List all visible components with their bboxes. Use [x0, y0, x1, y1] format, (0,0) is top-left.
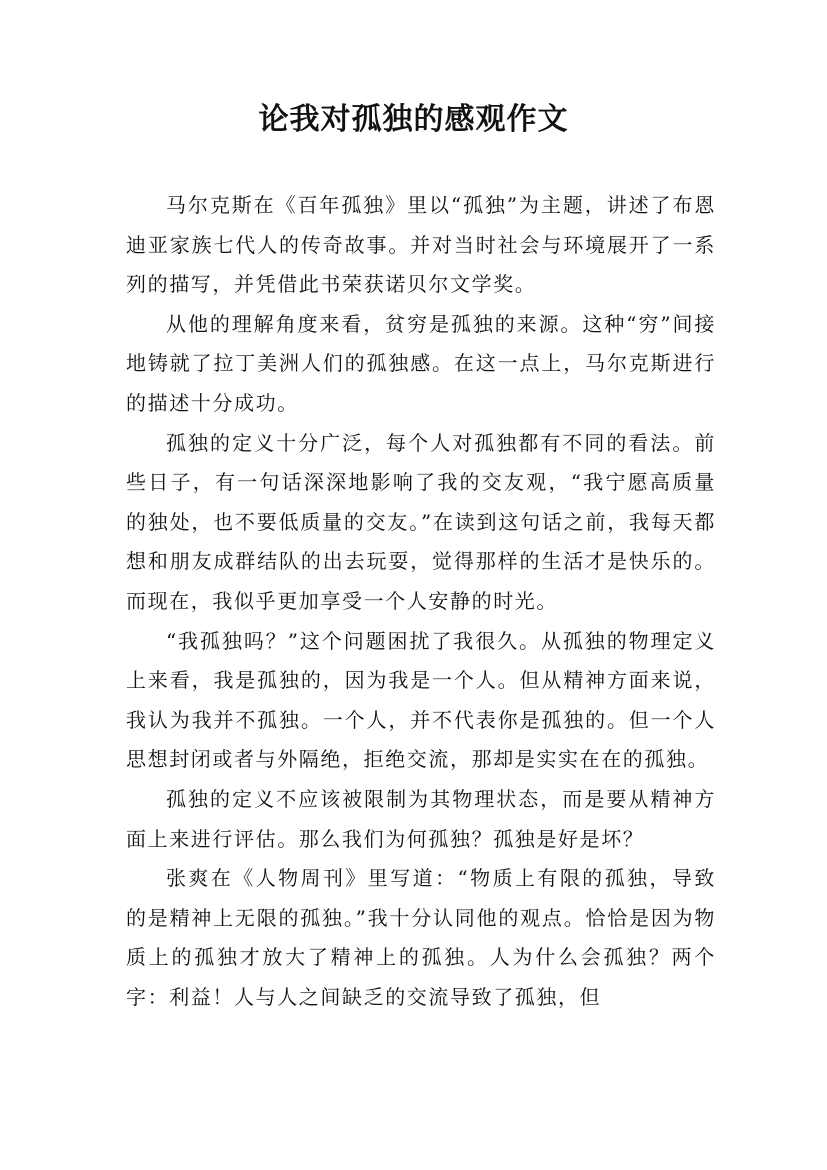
document-body	[126, 186, 716, 1017]
paragraph-6: 张爽在《人物周刊》里写道：“物质上有限的孤独，导致的是精神上无限的孤独。”我十分认同他的观点。恰恰是因为物质上的孤独才放大了精神上的孤独。人为什么会孤独？两个字：利益！人与人之间缺乏的交流导致了孤独，但	[126, 866, 716, 1009]
paragraph-3: 孤独的定义十分广泛，每个人对孤独都有不同的看法。前些日子，有一句话深深地影响了我的交友观，“我宁愿高质量的独处，也不要低质量的交友。”在读到这句话之前，我每天都想和朋友成群结队的出去玩耍，觉得那样的生活才是快乐的。而现在，我似乎更加享受一个人安静的时光。	[126, 430, 716, 613]
paragraph-2: 从他的理解角度来看，贫穷是孤独的来源。这种“穷”间接地铸就了拉丁美洲人们的孤独感。在这一点上，马尔克斯进行的描述十分成功。	[126, 311, 716, 415]
page-title: 论我对孤独的感观作文	[258, 102, 569, 137]
paragraph-4: “我孤独吗？”这个问题困扰了我很久。从孤独的物理定义上来看，我是孤独的，因为我是一个人。但从精神方面来说，我认为我并不孤独。一个人，并不代表你是孤独的。但一个人思想封闭或者与外隔绝，拒绝交流，那却是实实在在的孤独。	[126, 628, 716, 772]
paragraph-1: 马尔克斯在《百年孤独》里以“孤独”为主题，讲述了布恩迪亚家族七代人的传奇故事。并对当时社会与环境展开了一系列的描写，并凭借此书荣获诺贝尔文学奖。	[126, 193, 716, 297]
paragraph-5: 孤独的定义不应该被限制为其物理状态，而是要从精神方面上来进行评估。那么我们为何孤独？孤独是好是坏？	[126, 786, 716, 851]
